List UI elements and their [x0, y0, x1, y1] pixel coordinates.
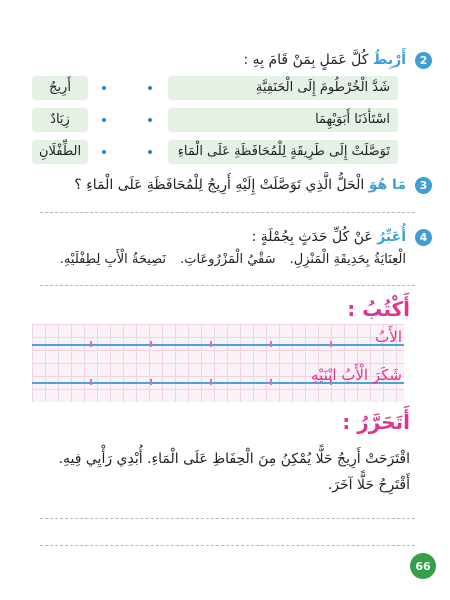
match-sentence-2: اسْتَأْذَنَا أَبَوَيْهِمَا	[168, 108, 398, 132]
match-sentence-3: تَوَصَّلَتْ إِلَى طَرِيقَةٍ لِلْمُحَافَظَةِ عَلَى الْمَاءِ	[168, 140, 398, 164]
grid-tick	[90, 341, 92, 347]
grid-tick	[210, 379, 212, 385]
liberate-prompt-2: أَقْتَرِحُ حَلًّا آخَرَ.	[327, 477, 410, 493]
liberate-prompt-1: اقْتَرَحَتْ أَرِيجُ حَلًّا يُمْكِنُ مِنَ الْحِفَاظِ عَلَى الْمَاءِ. أُبْدِي رَأْيِي فِيهِ.	[58, 451, 410, 467]
section-2-number-badge: 2	[415, 52, 432, 69]
grid-tick	[270, 379, 272, 385]
section-3-question	[74, 175, 406, 195]
match-dot-name-3[interactable]	[102, 150, 106, 154]
section-2-keyword: أَرْبِطُ	[372, 52, 406, 68]
match-dot-name-1[interactable]	[102, 86, 106, 90]
match-name-3: الطِّفْلَانِ	[32, 140, 88, 164]
grid-tick	[90, 379, 92, 385]
section-4-keyword: أُعَبِّرُ	[377, 229, 406, 245]
match-dot-sentence-1[interactable]	[148, 86, 152, 90]
writing-baseline-1	[32, 344, 404, 346]
section-4-number-badge: 4	[415, 229, 432, 246]
event-2: سَقْيُ الْمَزْرُوعَاتِ.	[180, 252, 276, 267]
match-dot-name-2[interactable]	[102, 118, 106, 122]
section-2-instruction-text: كُلَّ عَمَلٍ بِمَنْ قَامَ بِهِ :	[243, 52, 369, 68]
section-4-instruction-text: عَنْ كُلِّ حَدَثٍ بِجُمْلَةٍ :	[251, 229, 373, 245]
grid-tick	[270, 341, 272, 347]
section-3-question-text: الْحَلُّ الَّذِي تَوَصَّلَتْ إِلَيْهِ أَرِيجُ لِلْمُحَافَظَةِ عَلَى الْمَاءِ ؟	[74, 177, 365, 193]
match-dot-sentence-2[interactable]	[148, 118, 152, 122]
section-3-number-badge: 3	[415, 177, 432, 194]
answer-line-liberate-2[interactable]	[40, 545, 415, 546]
event-1: الْعِنَايَةُ بِحَدِيقَةِ الْمَنْزِلِ.	[289, 252, 406, 267]
write-heading: أَكْتُبُ :	[347, 297, 410, 321]
grid-tick	[330, 341, 332, 347]
grid-tick	[150, 341, 152, 347]
match-name-1: أَرِيجُ	[32, 76, 88, 100]
section-2-instruction	[243, 50, 406, 70]
answer-line-section-3[interactable]	[40, 212, 415, 213]
writing-grid[interactable]	[32, 324, 404, 402]
grid-tick	[210, 341, 212, 347]
match-dot-sentence-3[interactable]	[148, 150, 152, 154]
page-number: 66	[410, 553, 436, 579]
grid-tick	[150, 379, 152, 385]
section-4-instruction	[252, 227, 406, 247]
answer-line-section-4[interactable]	[40, 285, 415, 286]
answer-line-liberate-1[interactable]	[40, 518, 415, 519]
write-model-word: الأَبُ	[375, 328, 402, 346]
match-name-2: زِيَادٌ	[32, 108, 88, 132]
match-sentence-1: شَدَّ الْخُرْطُومَ إِلَى الْحَنَفِيَّةِ	[168, 76, 398, 100]
liberate-heading: أَتَحَرَّرُ :	[342, 410, 410, 434]
section-3-keyword: مَا هُوَ	[368, 177, 406, 193]
section-4-events	[16, 250, 406, 270]
event-3: نَصِيحَةُ الْأَبِ لِطِفْلَيْهِ.	[59, 252, 167, 267]
write-model-sentence: شَكَرَ الْأَبُ ابْنَيْهِ	[311, 366, 402, 384]
